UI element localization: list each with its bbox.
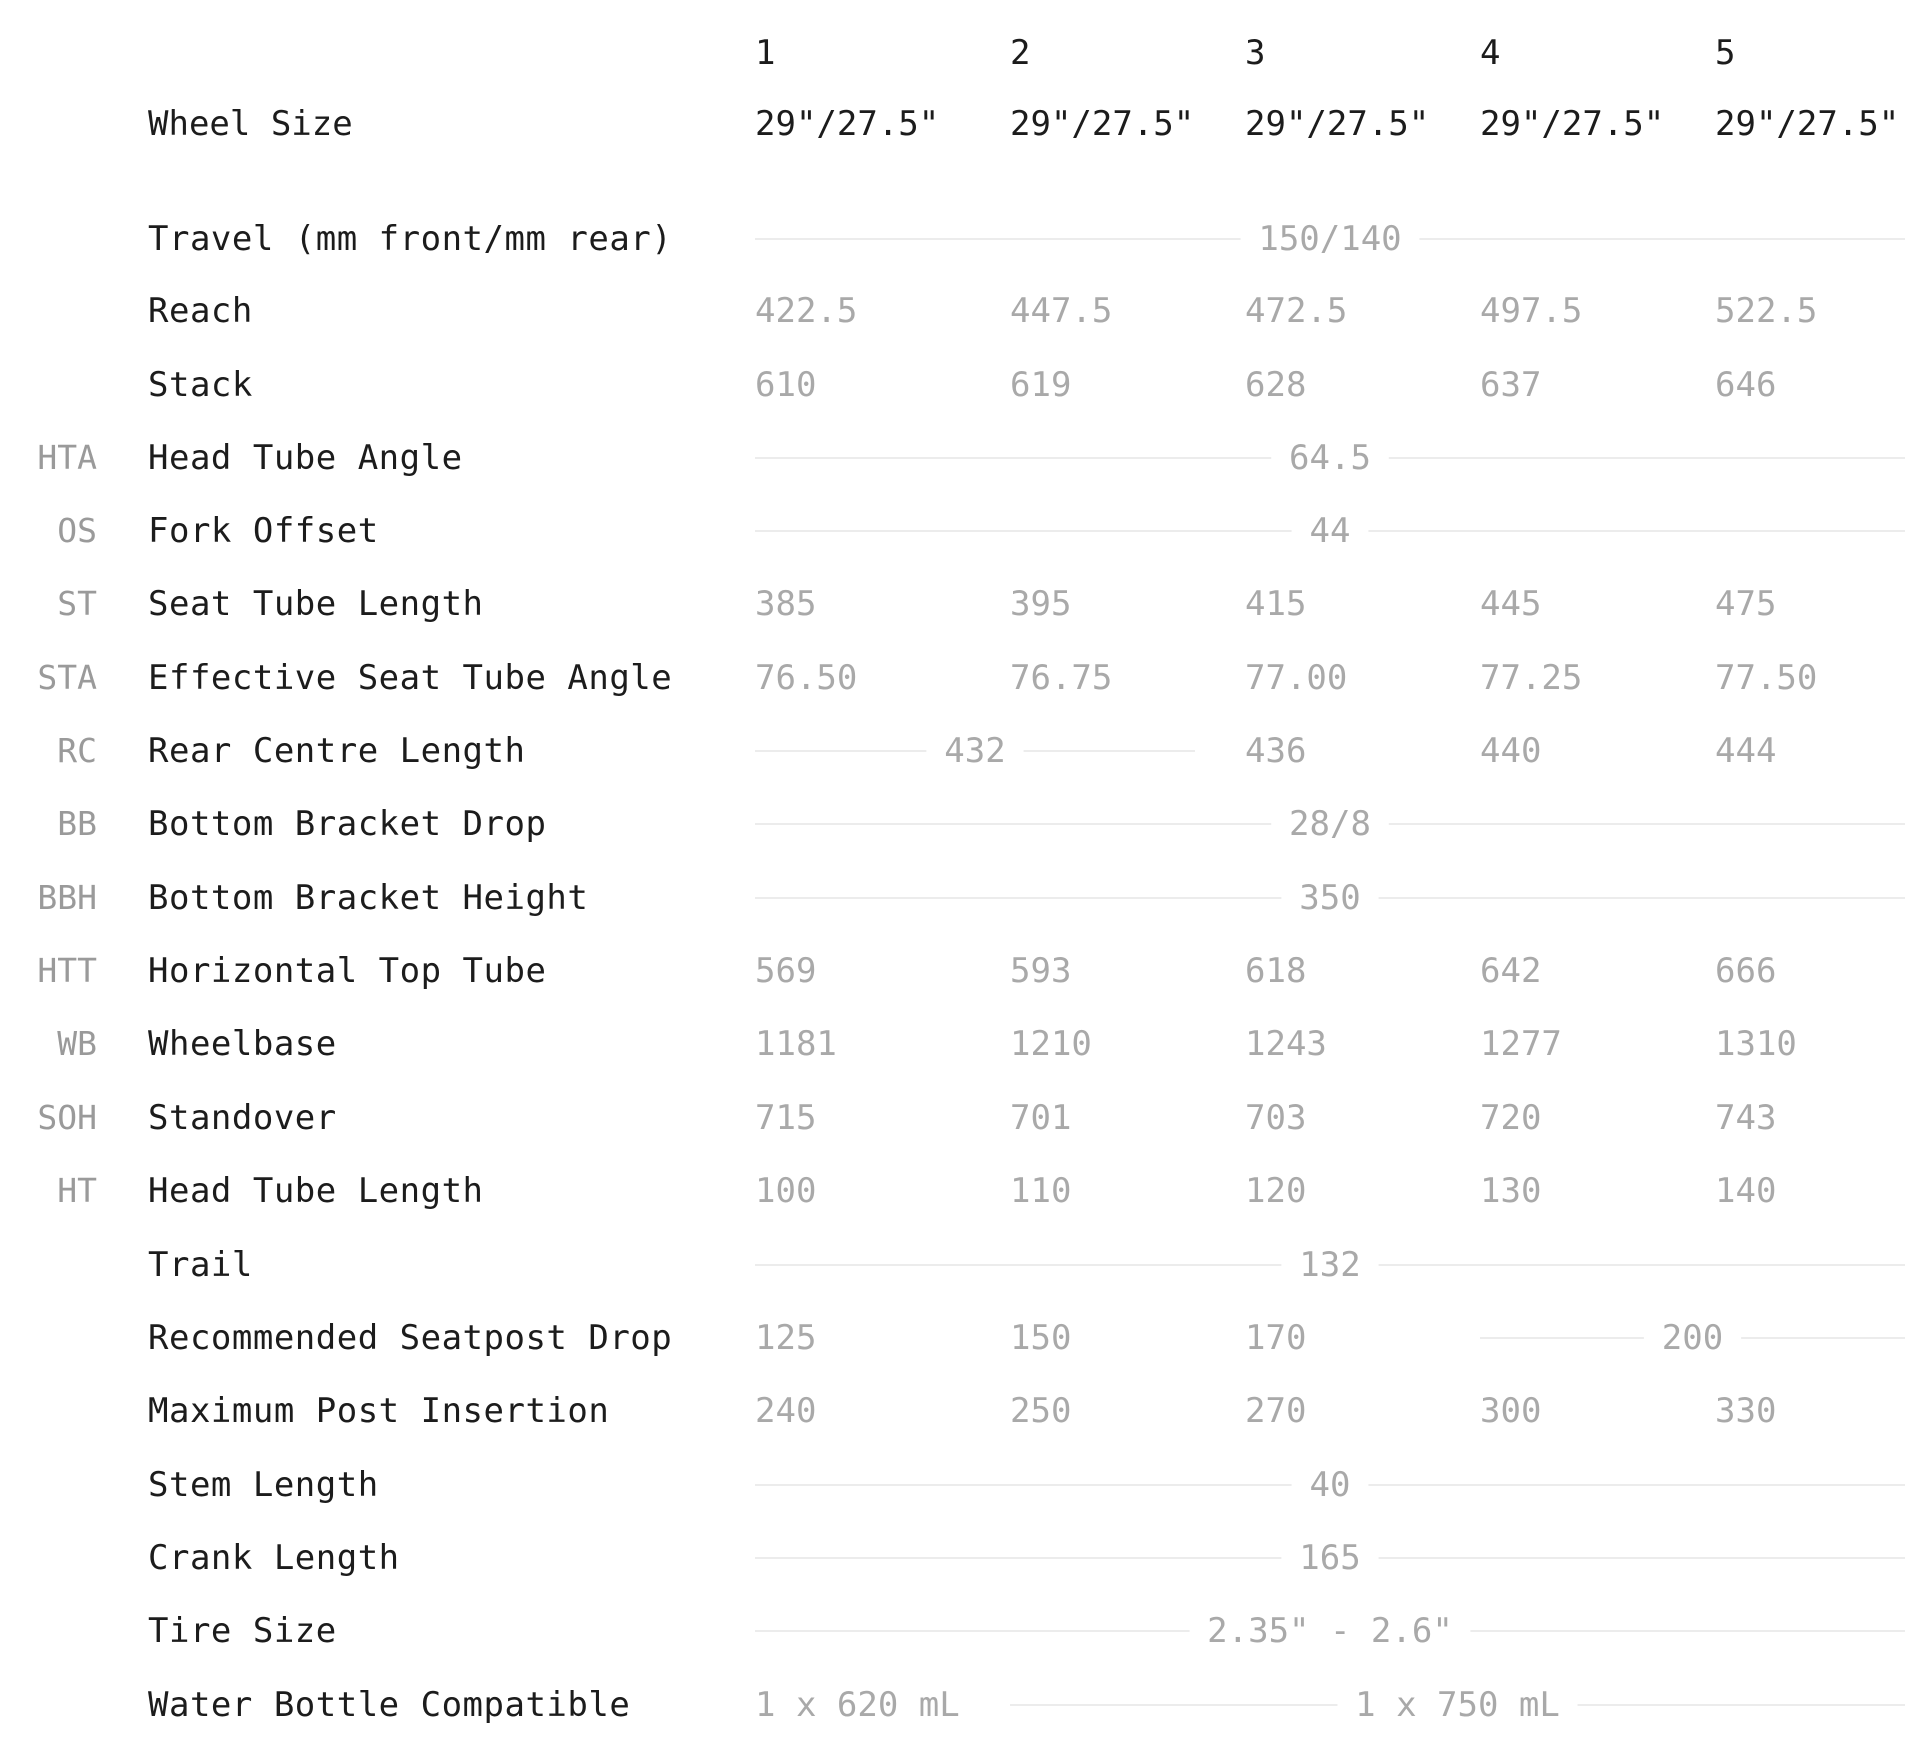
row-abbr: BBH	[37, 878, 97, 917]
row-abbr: OS	[57, 511, 97, 550]
cell-value: 100	[755, 1171, 817, 1211]
row-label: Horizontal Top Tube	[148, 951, 547, 991]
cell-value: 76.75	[1010, 658, 1113, 698]
row-label: Recommended Seatpost Drop	[148, 1318, 673, 1358]
row-abbr: BB	[57, 804, 97, 843]
row-label: Fork Offset	[148, 511, 379, 551]
cell-value: 415	[1245, 584, 1307, 624]
cell-value-spanning: 2.35" - 2.6"	[1207, 1611, 1453, 1651]
cell-value: 497.5	[1480, 291, 1583, 331]
wheel-size-value: 29"/27.5"	[1480, 104, 1665, 144]
row-abbr: HTA	[37, 438, 97, 477]
cell-value: 445	[1480, 584, 1542, 624]
wheel-size-value: 29"/27.5"	[1245, 104, 1430, 144]
row-label: Trail	[148, 1245, 253, 1285]
row-label: Bottom Bracket Drop	[148, 804, 547, 844]
cell-value: 593	[1010, 951, 1072, 991]
cell-value: 628	[1245, 365, 1307, 405]
row-label: Crank Length	[148, 1538, 400, 1578]
row-label: Stack	[148, 365, 253, 405]
cell-value-spanning: 132	[1299, 1245, 1361, 1285]
cell-value-spanning: 350	[1299, 878, 1361, 918]
cell-value: 1210	[1010, 1024, 1092, 1064]
row-abbr: SOH	[37, 1098, 97, 1137]
cell-value: 395	[1010, 584, 1072, 624]
cell-value: 619	[1010, 365, 1072, 405]
row-label: Reach	[148, 291, 253, 331]
cell-value-spanning: 64.5	[1289, 438, 1371, 478]
cell-value: 130	[1480, 1171, 1542, 1211]
cell-value: 422.5	[755, 291, 858, 331]
cell-value: 125	[755, 1318, 817, 1358]
cell-value: 1181	[755, 1024, 837, 1064]
cell-value-spanning: 40	[1309, 1465, 1351, 1505]
row-label: Head Tube Length	[148, 1171, 484, 1211]
cell-value: 436	[1245, 731, 1307, 771]
cell-value: 642	[1480, 951, 1542, 991]
cell-value: 77.00	[1245, 658, 1348, 698]
cell-value: 77.50	[1715, 658, 1818, 698]
cell-value: 385	[755, 584, 817, 624]
cell-value: 715	[755, 1098, 817, 1138]
cell-value: 646	[1715, 365, 1777, 405]
row-abbr: HT	[57, 1171, 97, 1210]
cell-value: 150	[1010, 1318, 1072, 1358]
cell-value: 475	[1715, 584, 1777, 624]
cell-value: 300	[1480, 1391, 1542, 1431]
cell-value-spanning: 200	[1661, 1318, 1724, 1358]
cell-value-spanning: 165	[1299, 1538, 1361, 1578]
wheel-size-value: 29"/27.5"	[755, 104, 940, 144]
cell-value: 447.5	[1010, 291, 1113, 331]
cell-value: 170	[1245, 1318, 1307, 1358]
row-label: Bottom Bracket Height	[148, 878, 589, 918]
row-abbr: WB	[57, 1024, 97, 1063]
row-abbr: STA	[37, 658, 97, 697]
cell-value: 140	[1715, 1171, 1777, 1211]
cell-value: 637	[1480, 365, 1542, 405]
cell-value: 569	[755, 951, 817, 991]
size-header-5: 5	[1715, 33, 1736, 73]
cell-value: 701	[1010, 1098, 1072, 1138]
cell-value-spanning: 44	[1309, 511, 1351, 551]
cell-value: 444	[1715, 731, 1777, 771]
row-label: Rear Centre Length	[148, 731, 526, 771]
cell-value: 703	[1245, 1098, 1307, 1138]
cell-value: 1243	[1245, 1024, 1327, 1064]
cell-value: 720	[1480, 1098, 1542, 1138]
row-label: Stem Length	[148, 1465, 379, 1505]
cell-value: 610	[755, 365, 817, 405]
cell-value: 250	[1010, 1391, 1072, 1431]
cell-value: 1 x 620 mL	[755, 1685, 960, 1725]
cell-value: 743	[1715, 1098, 1777, 1138]
row-label: Water Bottle Compatible	[148, 1685, 631, 1725]
cell-value: 472.5	[1245, 291, 1348, 331]
cell-value-spanning: 1 x 750 mL	[1355, 1685, 1560, 1725]
cell-value: 666	[1715, 951, 1777, 991]
cell-value: 330	[1715, 1391, 1777, 1431]
cell-value: 440	[1480, 731, 1542, 771]
cell-value: 270	[1245, 1391, 1307, 1431]
row-label: Head Tube Angle	[148, 438, 463, 478]
row-label: Seat Tube Length	[148, 584, 484, 624]
cell-value: 120	[1245, 1171, 1307, 1211]
size-header-3: 3	[1245, 33, 1266, 73]
row-label: Maximum Post Insertion	[148, 1391, 610, 1431]
row-abbr: HTT	[37, 951, 97, 990]
row-abbr: RC	[57, 731, 97, 770]
row-label: Standover	[148, 1098, 337, 1138]
row-label: Tire Size	[148, 1611, 337, 1651]
wheel-size-value: 29"/27.5"	[1715, 104, 1900, 144]
cell-value: 76.50	[755, 658, 858, 698]
cell-value: 110	[1010, 1171, 1072, 1211]
row-label: Wheelbase	[148, 1024, 337, 1064]
cell-value: 522.5	[1715, 291, 1818, 331]
cell-value-spanning: 28/8	[1289, 804, 1371, 844]
cell-value: 1310	[1715, 1024, 1797, 1064]
cell-value: 618	[1245, 951, 1307, 991]
cell-value: 77.25	[1480, 658, 1583, 698]
row-label-wheel-size: Wheel Size	[148, 104, 353, 144]
size-header-2: 2	[1010, 33, 1031, 73]
row-abbr: ST	[57, 584, 97, 623]
wheel-size-value: 29"/27.5"	[1010, 104, 1195, 144]
cell-value-spanning: 432	[944, 731, 1006, 771]
row-label: Effective Seat Tube Angle	[148, 658, 673, 698]
cell-value: 1277	[1480, 1024, 1562, 1064]
row-label: Travel (mm front/mm rear)	[148, 219, 673, 259]
size-header-4: 4	[1480, 33, 1501, 73]
cell-value: 240	[755, 1391, 817, 1431]
cell-value-spanning: 150/140	[1258, 219, 1402, 259]
size-header-1: 1	[755, 33, 776, 73]
